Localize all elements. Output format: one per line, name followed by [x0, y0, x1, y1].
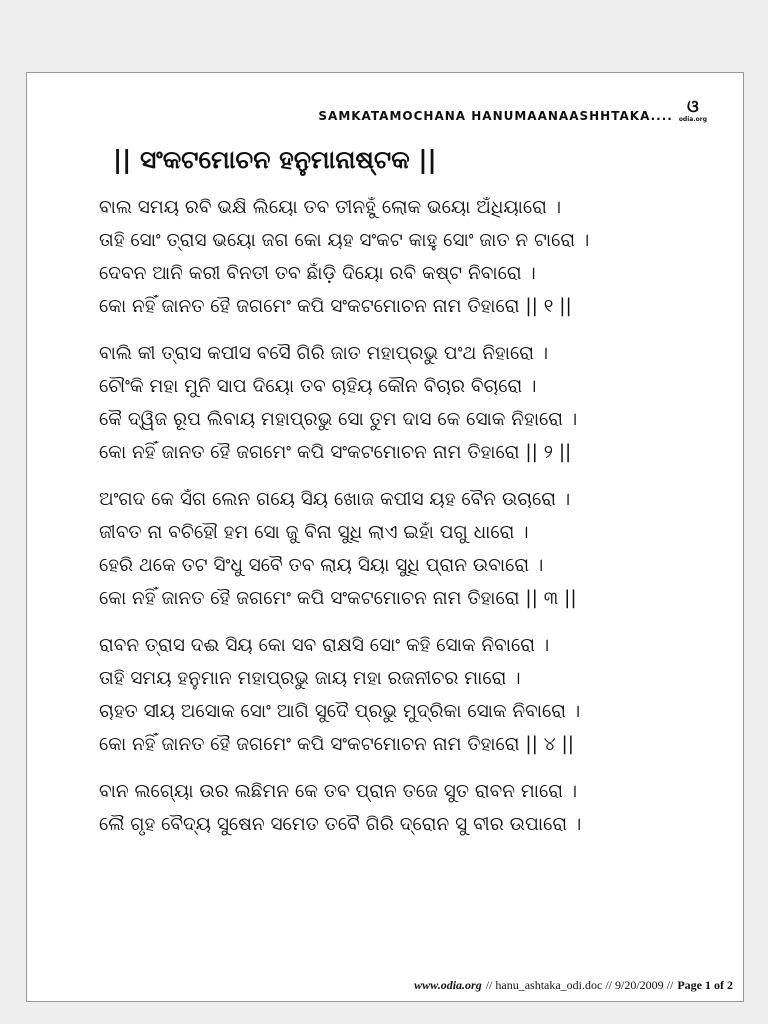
verse-line: କୋ ନହିଁ ଜାନତ ହୈ ଜଗମେଂ କପି ସଂକଟମୋଚନ ନାମ ତିହାରୋ || ୨ || — [99, 442, 572, 463]
page-footer — [414, 978, 733, 993]
logo-icon: ଓ — [687, 97, 699, 117]
verse-line: ତାହି ସୋଂ ତ୍ରାସ ଭୟୋ ଜଗ କୋ ୟହ ସଂକଟ କାହୁ ସୋଂ ଜାତ ନ ଟାରୋ । — [99, 230, 590, 251]
footer-page-number: Page 1 of 2 — [677, 978, 733, 992]
page-header — [318, 99, 707, 123]
verse-line: ବାଲ ସମୟ ରବି ଭକ୍ଷି ଲିୟୋ ତବ ତୀନହୁଁ ଲୋକ ଭୟୋ ଅଁଧିୟାରୋ । — [99, 197, 562, 218]
verse-line: ଜୀବତ ନା ବଚିହୌ ହମ ସୋ ଜୁ ବିନା ସୁଧି ଲାଏ ଇହାଁ ପଗୁ ଧାରୋ । — [99, 522, 529, 543]
verse-line: କୈ ଦ୍ୱିଜ ରୂପ ଲିବାୟ ମହାପ୍ରଭୁ ସୋ ତୁମ ଦାସ କେ ସୋକ ନିହାରୋ । — [99, 409, 578, 430]
logo-text: odia.org — [678, 116, 707, 123]
verse-line: ବାନ ଲଗ୍ୟୋ ଉର ଲଛିମନ କେ ତବ ପ୍ରାନ ତଜେ ସୁତ ରାବନ ମାରୋ । — [99, 781, 578, 802]
verse-line: କୋ ନହିଁ ଜାନତ ହୈ ଜଗମେଂ କପି ସଂକଟମୋଚନ ନାମ ତିହାରୋ || ୪ || — [99, 734, 574, 755]
verse-line: ଚାହତ ସୀୟ ଅସୋକ ସୋଂ ଆଗି ସୁଦୈ ପ୍ରଭୁ ମୁଦ୍ରିକା ସୋକ ନିବାରୋ । — [99, 701, 581, 722]
document-page — [26, 72, 744, 1002]
stanza-5 — [99, 775, 723, 841]
verse-line: ହେରି ଥକେ ତଟ ସିଂଧୁ ସବୈ ତବ ଲାୟ ସିୟା ସୁଧି ପ୍ରାନ ଉବାରୋ । — [99, 555, 544, 576]
stanza-3 — [99, 483, 723, 615]
stanza-1 — [99, 191, 723, 323]
stanza-4 — [99, 629, 723, 761]
verse-line: ଲୈ ଗୃହ ବୈଦ୍ୟ ସୁଷେନ ସମେତ ତବୈ ଗିରି ଦ୍ରୋନ ସୁ ବୀର ଉପାରୋ । — [99, 814, 582, 835]
footer-meta: // hanu_ashtaka_odi.doc // 9/20/2009 // — [485, 978, 674, 992]
verses — [99, 191, 723, 855]
stanza-2 — [99, 337, 723, 469]
document-title: || ସଂକଟମୋଚନ ହନୁମାନାଷ୍ଟକ || — [113, 145, 437, 174]
footer-site-link[interactable]: www.odia.org — [414, 978, 482, 992]
verse-line: ବାଲି କୀ ତ୍ରାସ କପୀସ ବସୈ ଗିରି ଜାତ ମହାପ୍ରଭୁ ପଂଥ ନିହାରୋ । — [99, 343, 549, 364]
verse-line: ତାହି ସମୟ ହନୁମାନ ମହାପ୍ରଭୁ ଜାୟ ମହା ରଜନୀଚର ମାରୋ । — [99, 668, 521, 689]
verse-line: କୋ ନହିଁ ଜାନତ ହୈ ଜଗମେଂ କପି ସଂକଟମୋଚନ ନାମ ତିହାରୋ || ୧ || — [99, 296, 572, 317]
header-title: SAMKATAMOCHANA HANUMAANAASHHTAKA.... — [318, 109, 673, 123]
odia-logo — [679, 99, 707, 123]
verse-line: ଚୌଂକି ମହା ମୁନି ସାପ ଦିୟୋ ତବ ଚାହିୟ କୌନ ବିଚାର ବିଚାରୋ । — [99, 376, 537, 397]
verse-line: କୋ ନହିଁ ଜାନତ ହୈ ଜଗମେଂ କପି ସଂକଟମୋଚନ ନାମ ତିହାରୋ || ୩ || — [99, 588, 577, 609]
verse-line: ଅଂଗଦ କେ ସଁଗ ଲେନ ଗୟେ ସିୟ ଖୋଜ କପୀସ ୟହ ବୈନ ଉଚାରୋ । — [99, 489, 571, 510]
verse-line: ଦେବନ ଆନି କରୀ ବିନତୀ ତବ ଛାଁଡ଼ି ଦିୟୋ ରବି କଷ୍ଟ ନିବାରୋ । — [99, 263, 536, 284]
verse-line: ରାବନ ତ୍ରାସ ଦଈ ସିୟ କୋ ସବ ରାକ୍ଷସି ସୋଂ କହି ସୋକ ନିବାରୋ । — [99, 635, 550, 656]
